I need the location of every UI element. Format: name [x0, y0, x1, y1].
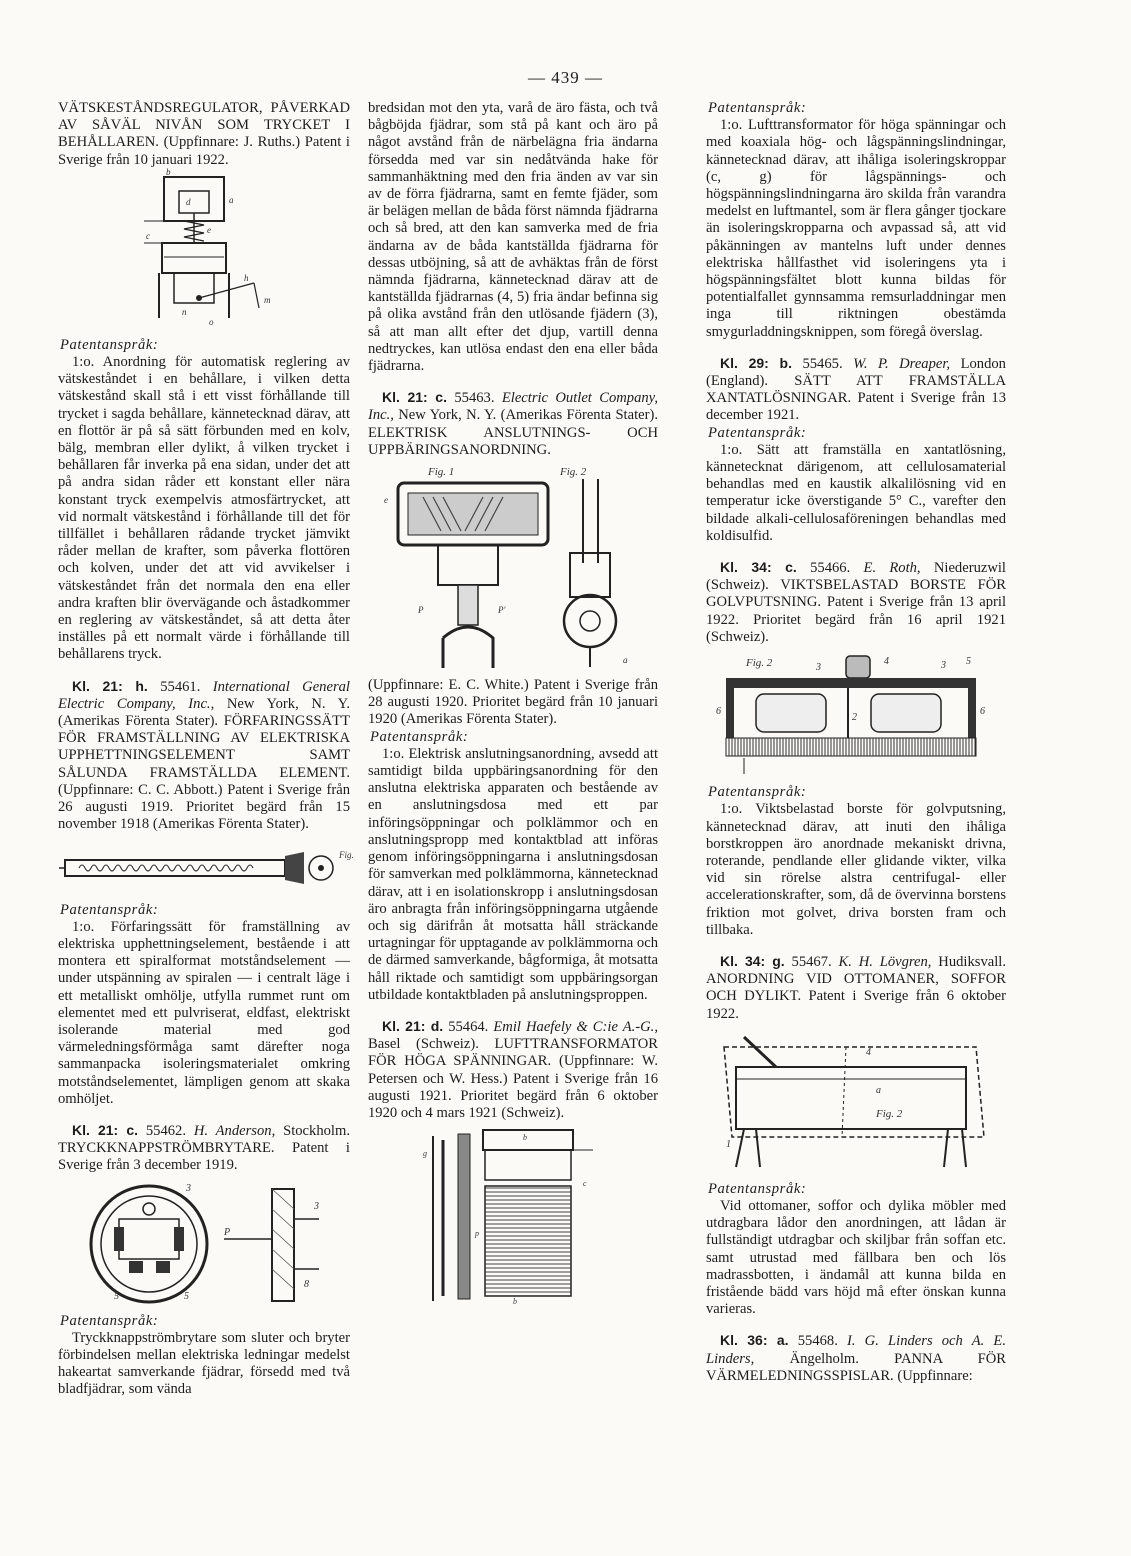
class-label: Kl. 34: c. [720, 559, 797, 576]
figure-label: Fig. 2 [560, 466, 587, 479]
figure-liquid-level-regulator [104, 166, 304, 333]
patent-number: 55464. [448, 1018, 489, 1035]
figure-label: Fig. 2 [746, 657, 773, 670]
svg-text:h: h [244, 272, 249, 283]
svg-text:e: e [384, 495, 388, 506]
patent-number: 55465. [802, 355, 843, 372]
figure-electric-outlet [378, 463, 648, 673]
svg-text:8: 8 [304, 1278, 309, 1290]
figure-floor-brush [716, 650, 996, 780]
patent-owner: W. P. Dreaper, [853, 355, 951, 372]
svg-text:g: g [423, 1149, 427, 1159]
patent-number: 55467. [791, 953, 832, 970]
claim-55465: 1:o. Sätt att framställa en xantatlösning, kännetecknat därigenom, att cellulosamaterial behandlas med en kaustik alkalilösning vid en temperatur icke överstigande 5° C., varefter den bildade alkali-cellulosaföreningen behandlas med koldisulfid. [706, 441, 1006, 544]
svg-text:3: 3 [186, 1182, 191, 1194]
patent-number: 55462. [145, 1122, 186, 1139]
column-3 [706, 100, 1006, 1385]
patentansprak-heading: Patentanspråk: [708, 1180, 807, 1197]
figure-air-transformer [413, 1126, 613, 1306]
svg-text:Fig.: Fig. [339, 849, 354, 860]
patent-owner: I. G. Linders och A. E. Linders, [706, 1333, 1006, 1367]
svg-text:o: o [209, 316, 214, 327]
class-label: Kl. 29: b. [720, 354, 792, 371]
class-label: Kl. 36: a. [720, 1332, 789, 1349]
patent-owner: Electric Outlet Company, Inc., [368, 390, 658, 424]
svg-text:5: 5 [114, 1290, 119, 1302]
svg-text:4: 4 [884, 656, 889, 668]
svg-text:d: d [186, 196, 191, 207]
patentansprak-heading: Patentanspråk: [370, 728, 469, 745]
entry-55460-text: VÄTSKESTÅNDSREGULATOR, PÅVERKAD AV SÅVÄL NIVÅN SOM TRYCKET I BEHÅLLAREN. (Uppfinnare: J. Ruths.) Patent i Sverige från 10 januari 1922. [58, 100, 350, 168]
entry-text: New York, N. Y. (Amerikas Förenta Stater). FÖRFARINGSSÄTT FÖR FRAMSTÄLLNING AV ELEKTRISKA UPPHETTNINGSELEMENT SAMT SÅLUNDA FRAMSTÄLLDA ELEMENT. (Uppfinnare: C. C. Abbott.) Patent i Sverige från 26 augusti 1919. Prioritet begärd från 15 november 1918 (Amerikas Förenta Stater). [58, 695, 350, 833]
class-label: Kl. 21: c. [72, 1121, 138, 1138]
entry-55461 [58, 678, 350, 834]
entry-55465 [706, 355, 1006, 425]
svg-text:p: p [475, 1229, 479, 1239]
svg-text:b: b [523, 1133, 527, 1143]
entry-text: Niederuzwil (Schweiz). VIKTSBELASTAD BORSTE FÖR GOLVPUTSNING. Patent i Sverige från 13 april 1922. Prioritet begärd från 16 april 1921 (Schweiz). [706, 560, 1006, 645]
column-2 [368, 100, 658, 1310]
entry-55463-inventor: (Uppfinnare: E. C. White.) Patent i Sverige från 28 augusti 1920. Prioritet begärd från 10 januari 1920 (Amerikas Förenta Stater). [368, 677, 658, 728]
claim-55461: 1:o. Förfaringssätt för framställning av elektriska upphettningselement, bestående i att montera ett spiralformat motståndselement — under utspänning av spiralen — i centralt läge i ett metalliskt omhölje, utfylla rummet runt om elementet med ett pulvriserat, eldfast, elektriskt isolerande material med god värmeledningsförmåga samt därefter noga sammanpacka isoleringsmaterialet omkring motståndselementet, lämpligen genom att skaka omhöljet. [58, 918, 350, 1107]
patentansprak-heading: Patentanspråk: [60, 901, 159, 918]
figure-push-button-switch [74, 1179, 334, 1309]
claim-55462-continued: bredsidan mot den yta, varå de äro fästa, och två bågböjda fjädrar, som stå på kant och äro på något avstånd från de närbelägna fria ändarna försedda med var sin nedåtvända hake för sammanhäktning med den fria änden av var sin av de förra fjädrarna, samt en femte fjäder, som är belägen mellan de båda först nämnda fjädrarna och så bred, att den kan samverka med de fria ändarna av de båda kantställda fjädrarna för dessas utböjning, så att de avhäktas från de först nämnda fjädrarna, kännetecknad därav att de kantställda fjädrarnas (4, 5) fria ändar befinna sig på olika avstånd från den utlösande fjädern (3), så att man allt efter det djup, vartill denna nedtryckes, kan utlösa endast den ena eller båda fjädrarna. [368, 100, 658, 375]
svg-text:P': P' [498, 605, 506, 616]
claim-55460: 1:o. Anordning för automatisk reglering av vätskeståndet i en behållare, i vilken detta vätskestånd skall stå i ett visst förhållande till trycket i sagda behållare, kännetecknad därav, att en flottör är på så sätt förbunden med en kolv, bälg, membran eller dylikt, å vilken trycket i behållaren får inverka på ena sidan, under det att på andra sidan råder ett konstant eller nära konstant tryck exempelvis atmosfärtrycket, att vid normalt vätskestånd i förhållande till det för tillfället i behållaren rådande trycket jämvikt råder mellan de krafter, som påverka flottören och kolven, under det att vid avvikelser i vätskeståndet från det normala den ena eller andra kraften blir övervägande och åstadkommer en reglering av vätskeståndet, så att detta åter inställes på ett normalt värde i förhållande till behållarens tryck. [58, 354, 350, 663]
claim-55466: 1:o. Viktsbelastad borste för golvputsning, kännetecknad därav, att inuti den ihåliga borstkroppen äro anordnade mekaniskt drivna, roterande, pendlande eller glidande vikter, vilka vid sin rörelse alstra centrifugal- eller accelerationskrafter, som, då de övervinna borstens friktion mot golvet, driva borsten fram och tillbaka. [706, 801, 1006, 938]
entry-text: New York, N. Y. (Amerikas Förenta Stater). ELEKTRISK ANSLUTNINGS- OCH UPPBÄRINGSANORDNING. [368, 407, 658, 458]
patent-owner: K. H. Lövgren, [838, 953, 932, 970]
patentansprak-heading: Patentanspråk: [708, 424, 807, 441]
svg-text:c: c [146, 230, 150, 241]
svg-text:5: 5 [966, 656, 971, 668]
patentansprak-heading: Patentanspråk: [708, 100, 807, 116]
claim-55463: 1:o. Elektrisk anslutningsanordning, avsedd att samtidigt bilda uppbäringsanordning för den anslutna elektriska apparaten och bestående av en anslutningsdosa med ett par införingsöppningar och polklämmor och en anslutningspropp med kontaktblad att införas genom införingsöppningarna i anslutningsdosan för samverkan med polklämmorna, kännetecknad därav, att i en isolationskropp i anslutningsdosan äro anbragta från införingsöppningarna utgående och sig därifrån åt motsatta håll sträckande urtagningar för upptagande av polklämmorna och de därmed samverkande, bågformiga, åt motsatta håll riktade och samtidigt som uppbäringsorgan utbildade kontaktbladen på anslutningsproppen. [368, 745, 658, 1003]
page-number: — 439 — [528, 68, 603, 87]
entry-55467 [706, 953, 1006, 1023]
svg-text:3: 3 [314, 1200, 319, 1212]
svg-text:2: 2 [852, 712, 857, 724]
patent-number: 55468. [797, 1333, 838, 1350]
svg-text:a: a [229, 194, 234, 205]
svg-text:6: 6 [716, 706, 721, 718]
svg-text:6: 6 [980, 706, 985, 718]
class-label: Kl. 34: g. [720, 952, 785, 969]
patentansprak-heading: Patentanspråk: [60, 336, 159, 353]
figure-ottoman-drawer [716, 1027, 996, 1177]
class-label: Kl. 21: d. [382, 1017, 444, 1034]
figure-label: Fig. 2 [876, 1107, 903, 1120]
entry-text: London (England). SÄTT ATT FRAMSTÄLLA XANTATLÖSNINGAR. Patent i Sverige från 13 december 1921. [706, 355, 1006, 424]
column-1 [58, 100, 354, 1399]
svg-text:a: a [876, 1084, 881, 1096]
svg-text:3: 3 [816, 662, 821, 674]
patentansprak-heading: Patentanspråk: [60, 1312, 159, 1329]
patent-owner: H. Anderson, [193, 1122, 276, 1139]
patent-owner: Emil Haefely & C:ie A.-G., [493, 1018, 658, 1035]
svg-text:b: b [513, 1297, 517, 1307]
svg-text:3: 3 [941, 660, 946, 672]
patent-number: 55466. [810, 560, 851, 577]
patent-number: 55463. [454, 390, 495, 407]
patent-number: 55461. [160, 678, 201, 695]
svg-text:m: m [264, 294, 271, 305]
claim-55464: 1:o. Lufttransformator för höga spänningar och med koaxiala hög- och lågspänningslindningar, kännetecknad därav, att ihåliga isoleringskroppar (c, g) för lågspännings- och högspänningslindningarna äro skilda från varandra medelst en luftmantel, som är flera gånger tjockare än isoleringskropparna och avpassad så, att vid påkänningen av mantelns luft under dennes elektriska hållfasthet vid isoleringens yta i högspänningsfältet blott kunna bildas för potentialfallet gynnsamma remsurladdningar men inga till riktningen obestämda smygurladdningsknippen, som föregå överslag. [706, 117, 1006, 340]
claim-55467: Vid ottomaner, soffor och dylika möbler med utdragbara lådor den anordningen, att lådan är fullständigt utdragbar och skiljbar från soffan etc. samt utrustad med fällbara ben och lös madrassbotten, i ändamål att kunna bilda en fristående bädd vars höjd må efter önskan kunna varieras. [706, 1197, 1006, 1318]
class-label: Kl. 21: c. [382, 389, 447, 406]
entry-text: Stockholm. TRYCKKNAPPSTRÖMBRYTARE. Patent i Sverige från 3 december 1919. [58, 1122, 350, 1174]
entry-text: Hudiksvall. ANORDNING VID OTTOMANER, SOFFOR OCH DYLIKT. Patent i Sverige från 6 oktober 1922. [706, 953, 1006, 1022]
svg-text:n: n [182, 306, 187, 317]
svg-text:b: b [166, 166, 171, 177]
entry-55463 [368, 389, 658, 459]
entry-text: Ängelholm. PANNA FÖR VÄRMELEDNINGSSPISLAR. (Uppfinnare: [706, 1350, 1006, 1384]
claim-55462: Tryckknappströmbrytare som sluter och bryter förbindelsen mellan elektriska ledningar medelst hakeartat samverkande fjädrar, försedd med två bladfjädrar, som vända [58, 1329, 350, 1398]
svg-text:a: a [623, 655, 628, 666]
svg-text:1: 1 [726, 1138, 731, 1150]
patent-owner: International General Electric Company, Inc., [58, 678, 350, 712]
entry-55466 [706, 559, 1006, 646]
entry-55462 [58, 1122, 350, 1175]
svg-text:P: P [418, 605, 424, 616]
entry-55464 [368, 1018, 658, 1122]
entry-text: Basel (Schweiz). LUFTTRANSFORMATOR FÖR HÖGA SPÄNNINGAR. (Uppfinnare: W. Petersen och W. Hess.) Patent i Sverige från 16 augusti 1921. Prioritet begärd från 6 oktober 1920 och 4 mars 1921 (Schweiz). [368, 1036, 658, 1121]
figure-heating-element [59, 838, 354, 898]
patentansprak-heading: Patentanspråk: [708, 784, 807, 801]
patent-owner: E. Roth, [863, 560, 921, 577]
svg-text:5: 5 [184, 1290, 189, 1302]
svg-text:c: c [583, 1179, 587, 1189]
svg-text:4: 4 [866, 1046, 871, 1058]
entry-55468 [706, 1332, 1006, 1385]
class-label: Kl. 21: h. [72, 677, 148, 694]
figure-label: Fig. 1 [428, 466, 455, 479]
svg-text:e: e [207, 224, 211, 235]
svg-text:P: P [224, 1226, 231, 1238]
